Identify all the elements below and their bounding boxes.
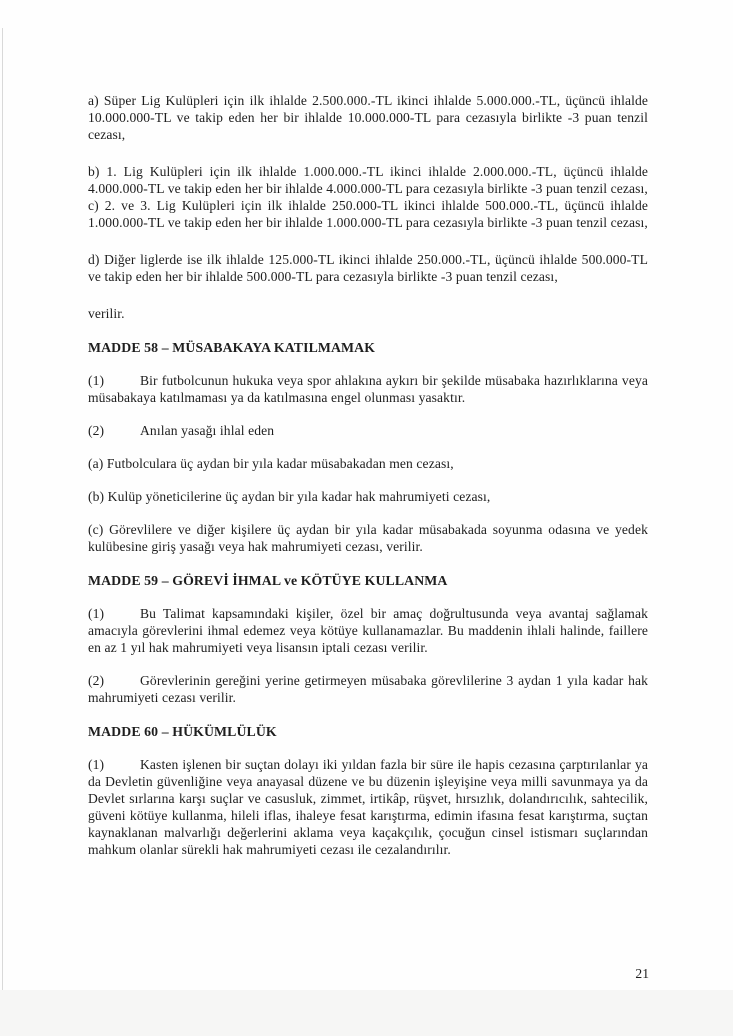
- madde-59-heading: MADDE 59 – GÖREVİ İHMAL ve KÖTÜYE KULLANMA: [88, 573, 448, 588]
- madde-58-subitem-c: (c) Görevlilere ve diğer kişilere üç aydan bir yıla kadar müsabakada soyunma odasına ve yedek kulübesine giriş yasağı veya hak mahrumiyeti cezası, verilir.: [88, 522, 648, 554]
- paragraph-number: (2): [88, 673, 105, 688]
- madde-60-heading: MADDE 60 – HÜKÜMLÜLÜK: [88, 724, 277, 739]
- paragraph-number: (1): [88, 606, 105, 621]
- fine-item-a: a) Süper Lig Kulüpleri için ilk ihlalde 2.500.000.-TL ikinci ihlalde 5.000.000.-TL, üçüncü ihlalde 10.000.000-TL ve takip eden her bir ihlalde 10.000.000-TL para cezasıyla birlikte -3 puan tenzil cezası,: [88, 93, 648, 142]
- paragraph-number: (1): [88, 373, 105, 388]
- madde-58-heading: MADDE 58 – MÜSABAKAYA KATILMAMAK: [88, 340, 376, 355]
- paragraph-text: Kasten işlenen bir suçtan dolayı iki yıldan fazla bir süre ile hapis cezasına çarptırılanlar ya da Devletin güvenliğine veya anayasal düzene ve bu düzenin işleyişine veya milli savunmaya ya da Devlet sırlarına karşı suçlar ve casusluk, zimmet, irtikâp, rüşvet, hırsızlık, dolandırıcılık, sahtecilik, güveni kötüye kullanma, hileli iflas, ihaleye fesat karıştırma, edimin ifasına fesat karıştırma, suçtan kaynaklanan malvarlığı değerlerini aklama veya kaçakçılık, çocuğun cinsel istismarı suçlarından mahkum olanlar sürekli hak mahrumiyeti cezası ile cezalandırılır.: [88, 757, 648, 857]
- fine-item-c: c) 2. ve 3. Lig Kulüpleri için ilk ihlalde 250.000-TL ikinci ihlalde 500.000.-TL, üçüncü ihlalde 1.000.000-TL ve takip eden her bir ihlalde 1.000.000-TL para cezasıyla birlikte -3 puan tenzil cezası,: [88, 198, 648, 230]
- paragraph-text: Görevlerinin gereğini yerine getirmeyen müsabaka görevlilerine 3 aydan 1 yıla kadar hak mahrumiyeti cezası verilir.: [88, 673, 648, 705]
- scan-edge-artifact: [2, 28, 3, 1028]
- paragraph-text: Bir futbolcunun hukuka veya spor ahlakına aykırı bir şekilde müsabaka hazırlıklarına veya müsabakaya katılmaması ya da katılmasına engel olunması yasaktır.: [88, 373, 648, 405]
- page-number: 21: [635, 966, 649, 981]
- madde-58-subitem-a: (a) Futbolculara üç aydan bir yıla kadar müsabakadan men cezası,: [88, 456, 454, 471]
- paragraph-text: Anılan yasağı ihlal eden: [140, 423, 275, 438]
- paragraph-number: (2): [88, 423, 105, 438]
- madde-59-paragraph-1: [88, 605, 648, 656]
- madde-58-paragraph-1: [88, 372, 648, 406]
- scan-bottom-shade: [0, 990, 733, 1036]
- madde-58-subitem-b: (b) Kulüp yöneticilerine üç aydan bir yıla kadar hak mahrumiyeti cezası,: [88, 489, 491, 504]
- madde-58-paragraph-2: [88, 422, 648, 439]
- paragraph-text: Bu Talimat kapsamındaki kişiler, özel bir amaç doğrultusunda veya avantaj sağlamak amacıyla görevlerini ihmal edemez veya kötüye kullanamazlar. Bu maddenin ihlali halinde, faillere en az 1 yıl hak mahrumiyeti veya lisansın iptali cezası verilir.: [88, 606, 648, 655]
- paragraph-number: (1): [88, 757, 105, 772]
- fine-items-closing: verilir.: [88, 306, 125, 321]
- madde-60-paragraph-1: [88, 756, 648, 858]
- fine-item-d: d) Diğer liglerde ise ilk ihlalde 125.000-TL ikinci ihlalde 250.000.-TL, üçüncü ihlalde 500.000-TL ve takip eden her bir ihlalde 500.000-TL para cezasıyla birlikte -3 puan tenzil cezası,: [88, 252, 648, 284]
- madde-59-paragraph-2: [88, 672, 648, 706]
- fine-item-b: b) 1. Lig Kulüpleri için ilk ihlalde 1.000.000.-TL ikinci ihlalde 2.000.000.-TL, üçüncü ihlalde 4.000.000-TL ve takip eden her bir ihlalde 4.000.000-TL para cezasıyla birlikte -3 puan tenzil cezası,: [88, 164, 648, 196]
